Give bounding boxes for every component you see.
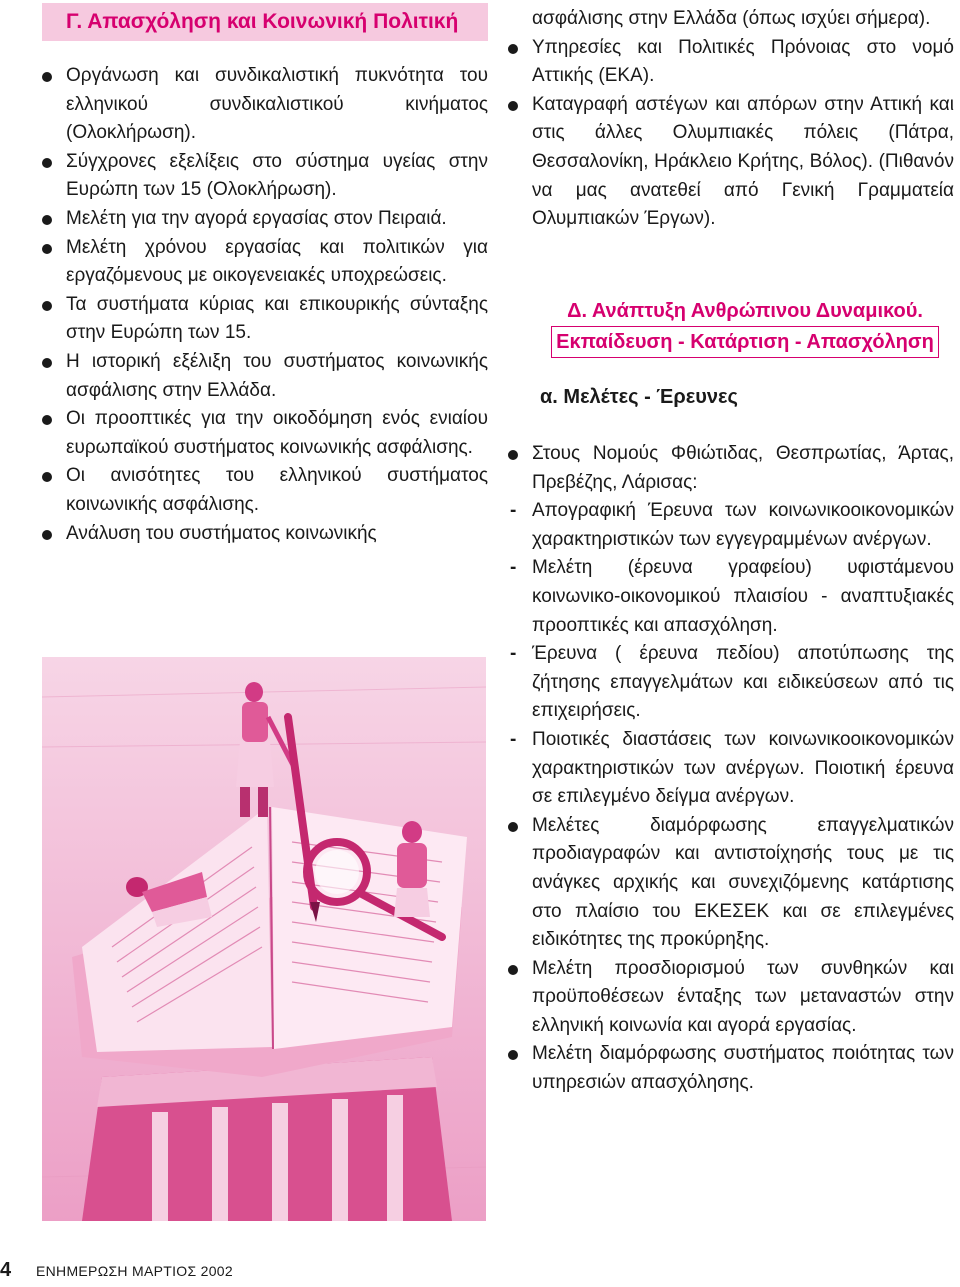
list-item: Σύγχρονες εξελίξεις στο σύστημα υγείας στην Ευρώπη των 15 (Ολοκλήρωση).: [42, 148, 488, 205]
subsection-a-heading: α. Μελέτες - Έρευνες: [540, 386, 738, 408]
list-item: Μελέτη για την αγορά εργασίας στον Πειραιά.: [42, 205, 488, 234]
dash-item: - Έρευνα ( έρευνα πεδίου) αποτύπωσης της ζήτησης επαγγελμάτων και ειδικεύσεων από τις επιχειρήσεις.: [508, 640, 954, 726]
list-item: Ανάλυση του συστήματος κοινωνικής: [42, 520, 488, 549]
list-item: Η ιστορική εξέλιξη του συστήματος κοινωνικής ασφάλισης στην Ελλάδα.: [42, 348, 488, 405]
list-item: Οι ανισότητες του ελληνικού συστήματος κοινωνικής ασφάλισης.: [42, 462, 488, 519]
list-item: Μελέτη διαμόρφωσης συστήματος ποιότητας των υπηρεσιών απασχόλησης.: [508, 1040, 954, 1097]
left-column-list: [42, 62, 488, 548]
publication-footer: ΕΝΗΜΕΡΩΣΗ ΜΑΡΤΙΟΣ 2002: [36, 1263, 233, 1279]
list-item: Οι προοπτικές για την οικοδόμηση ενός ενιαίου ευρωπαϊκού συστήματος κοινωνικής ασφάλισης.: [42, 405, 488, 462]
list-item: Μελέτες διαμόρφωσης επαγγελματικών προδιαγραφών και αντιστοίχησής τους με τις ανάγκες αρχικής και συνεχιζόμενης κατάρτισης στο πλαίσιο του ΕΚΕΣΕΚ και σε επιλεγμένες ειδικότητες της προκύρηξης.: [508, 812, 954, 955]
section-c-heading: Γ. Απασχόληση και Κοινωνική Πολιτική: [42, 3, 488, 41]
page-number: 4: [0, 1259, 12, 1281]
dash-item: - Ποιοτικές διαστάσεις των κοινωνικοοικονομικών χαρακτηριστικών των ανέργων. Ποιοτική έρευνα σε επιλεγμένο δείγμα ανέργων.: [508, 726, 954, 812]
dash-item: - Απογραφική Έρευνα των κοινωνικοοικονομικών χαρακτηριστικών των εγγεγραμμένων ανέργων.: [508, 497, 954, 554]
continuation-text: ασφάλισης στην Ελλάδα (όπως ισχύει σήμερα).: [532, 8, 931, 29]
list-item: Μελέτη χρόνου εργασίας και πολιτικών για εργαζόμενους με οικογενειακές υποχρεώσεις.: [42, 234, 488, 291]
list-item: Καταγραφή αστέγων και απόρων στην Αττική και στις άλλες Ολυμπιακές πόλεις (Πάτρα, Θεσσαλονίκη, Ηράκλειο Κρήτης, Βόλος). (Πιθανόν να μας ανατεθεί από Γενική Γραμματεία Ολυμπιακών Έργων).: [508, 91, 954, 234]
right-column-top: [508, 5, 954, 234]
book-people-illustration-svg: [42, 657, 486, 1221]
section-d-heading: [536, 296, 954, 358]
dash-item: - Μελέτη (έρευνα γραφείου) υφιστάμενου κοινωνικο-οικονομικού πλαισίου - αναπτυξιακές προοπτικές και απασχόληση.: [508, 554, 954, 640]
list-item: Στους Νομούς Φθιώτιδας, Θεσπρωτίας, Άρτας, Πρεβέζης, Λάρισας:: [508, 440, 954, 497]
list-item: Υπηρεσίες και Πολιτικές Πρόνοιας στο νομό Αττικής (ΕΚΑ).: [508, 34, 954, 91]
list-item: Μελέτη προσδιορισμού των συνθηκών και προϋποθέσεων ένταξης των μεταναστών στην ελληνική κοινωνία και αγορά εργασίας.: [508, 955, 954, 1041]
list-item: Οργάνωση και συνδικαλιστική πυκνότητα του ελληνικού συνδικαλιστικού κινήματος (Ολοκλήρωση).: [42, 62, 488, 148]
section-d-subtitle: Εκπαίδευση - Κατάρτιση - Απασχόληση: [551, 326, 939, 358]
book-illustration: [42, 657, 486, 1221]
section-d-title: Δ. Ανάπτυξη Ανθρώπινου Δυναμικού.: [567, 300, 923, 322]
right-column-list: [508, 440, 954, 1098]
list-item: Τα συστήματα κύριας και επικουρικής σύνταξης στην Ευρώπη των 15.: [42, 291, 488, 348]
